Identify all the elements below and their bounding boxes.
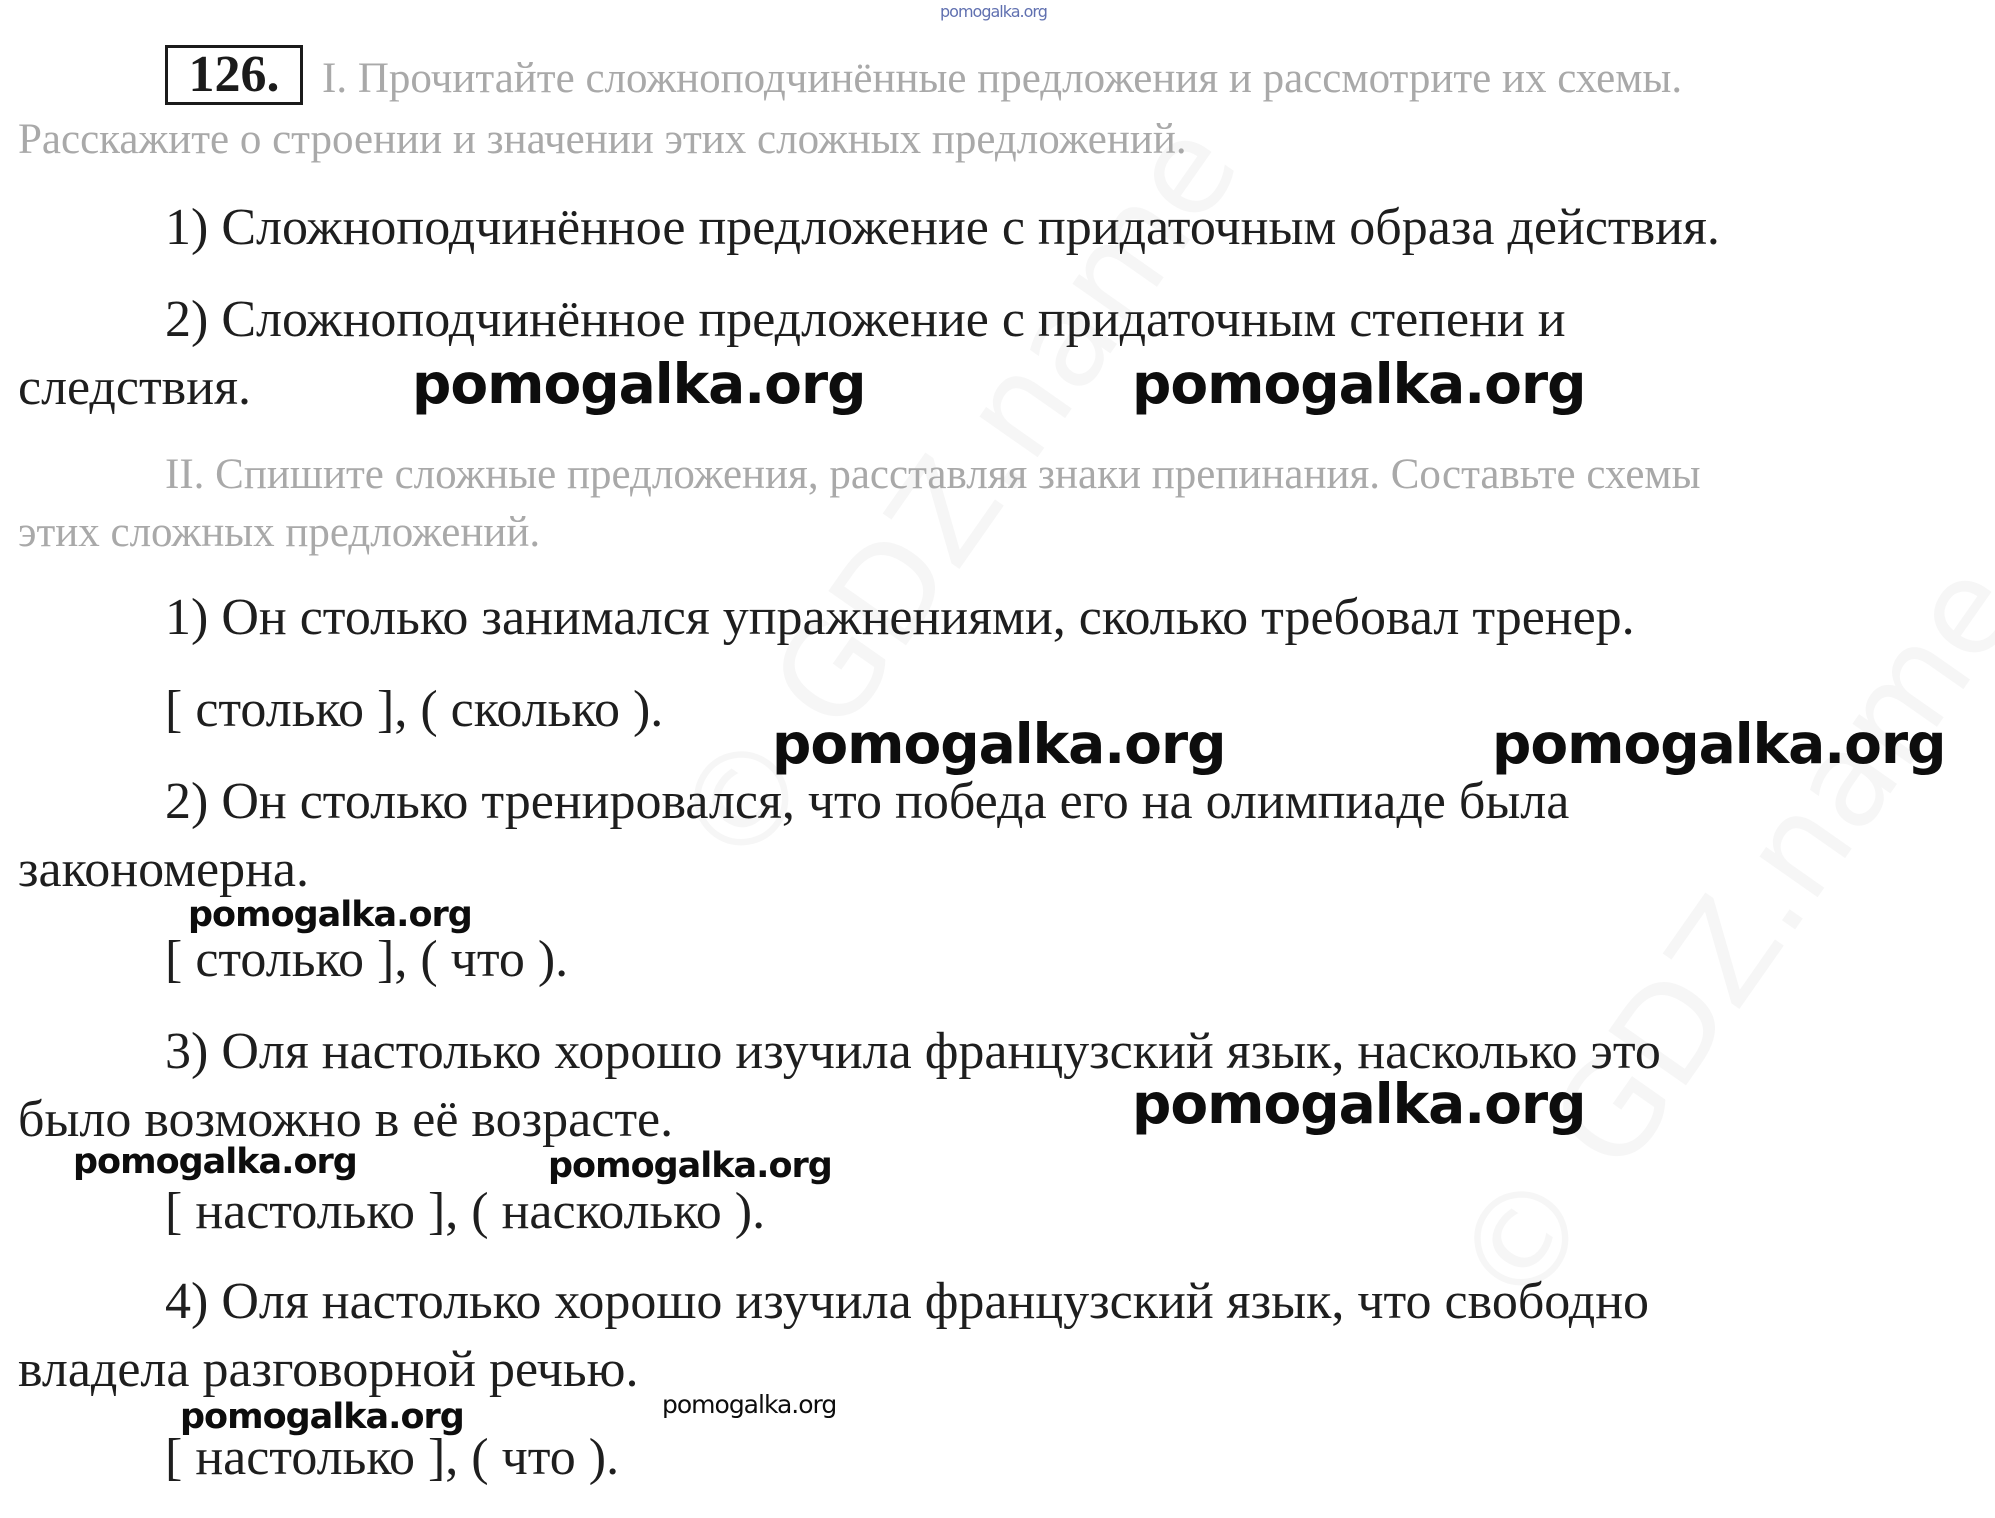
- watermark-text: pomogalka.org: [772, 712, 1226, 776]
- watermark-text: pomogalka.org: [1132, 1072, 1586, 1136]
- top-watermark: pomogalka.org: [940, 2, 1047, 21]
- part1-instruction-line2: Расскажите о строении и значении этих сложных предложений.: [18, 116, 1187, 163]
- sentence-1: 1) Он столько занимался упражнениями, сколько требовал тренер.: [165, 589, 1635, 646]
- watermark-text: pomogalka.org: [73, 1142, 357, 1182]
- sentence-3-line2: было возможно в её возрасте.: [18, 1091, 674, 1148]
- part2-instruction-line1: II. Спишите сложные предложения, расставляя знаки препинания. Составьте схемы: [165, 451, 1701, 498]
- sentence-4-line2: владела разговорной речью.: [18, 1341, 639, 1398]
- part1-item2-line1: 2) Сложноподчинённое предложение с придаточным степени и: [165, 291, 1566, 348]
- sentence-3-scheme: [ настолько ], ( насколько ).: [165, 1183, 766, 1240]
- part1-instruction-line1: I. Прочитайте сложноподчинённые предложения и рассмотрите их схемы.: [322, 55, 1683, 102]
- watermark-text: pomogalka.org: [188, 895, 472, 935]
- watermark-text: pomogalka.org: [548, 1146, 832, 1186]
- part1-item1: 1) Сложноподчинённое предложение с придаточным образа действия.: [165, 199, 1720, 256]
- sentence-4-line1: 4) Оля настолько хорошо изучила французский язык, что свободно: [165, 1273, 1650, 1330]
- sentence-1-scheme: [ столько ], ( сколько ).: [165, 681, 664, 738]
- sentence-3-line1: 3) Оля настолько хорошо изучила французский язык, насколько это: [165, 1023, 1661, 1080]
- task-number: 126.: [165, 45, 303, 105]
- sentence-2-line2: закономерна.: [18, 841, 309, 898]
- watermark-text: pomogalka.org: [412, 352, 866, 416]
- watermark-text: pomogalka.org: [1492, 712, 1946, 776]
- part2-instruction-line2: этих сложных предложений.: [18, 509, 541, 556]
- sentence-4-scheme: [ настолько ], ( что ).: [165, 1429, 620, 1486]
- watermark-text: pomogalka.org: [180, 1397, 464, 1437]
- part1-item2-line2: следствия.: [18, 359, 251, 416]
- background-watermark: [1423, 536, 1995, 1337]
- sentence-2-scheme: [ столько ], ( что ).: [165, 931, 569, 988]
- watermark-text: pomogalka.org: [662, 1390, 837, 1419]
- watermark-text: pomogalka.org: [1132, 352, 1586, 416]
- sentence-2-line1: 2) Он столько тренировался, что победа его на олимпиаде была: [165, 773, 1570, 830]
